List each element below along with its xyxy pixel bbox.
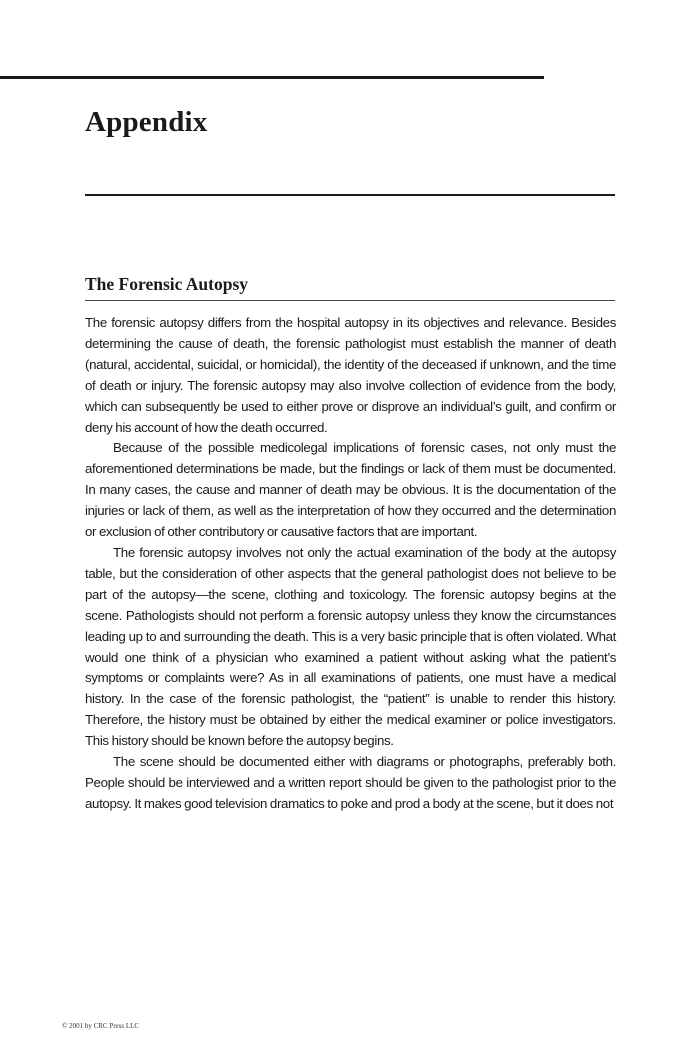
chapter-rule (85, 194, 615, 196)
paragraph-1: The forensic autopsy differs from the hospital autopsy in its objectives and relevance. Besides determining the cause of death, the forensic pathologist must establish the manner of death (natural, accidental, suicidal, or homicidal), the identity of the deceased if unknown, and the time of death or injury. The forensic autopsy may also involve collection of evidence from the body, which can subsequently be used to either prove or disprove an individual’s guilt, and confirm or deny his account of how the death occurred. (85, 315, 616, 435)
body-text (85, 313, 616, 815)
section-rule (85, 300, 615, 301)
paragraph-2: Because of the possible medicolegal implications of forensic cases, not only must the aforementioned determinations be made, but the findings or lack of them must be documented. In many cases, the cause and manner of death may be obvious. It is the documentation of the injuries or lack of them, as well as the interpretation of how they occurred and the determination or exclusion of other contributory or causative factors that are important. (85, 440, 616, 540)
top-rule (0, 76, 544, 79)
section-heading: The Forensic Autopsy (85, 274, 249, 294)
paragraph-3: The forensic autopsy involves not only the actual examination of the body at the autopsy table, but the consideration of other aspects that the general pathologist does not believe to be part of the autopsy—the scene, clothing and toxicology. The forensic autopsy begins at the scene. Pathologists should not perform a forensic autopsy unless they know the circumstances leading up to and surrounding the death. This is a very basic principle that is often violated. What would one think of a physician who examined a patient without asking what the patient’s symptoms or complaints were? As in all examinations of patients, one must have a medical history. In the case of the forensic pathologist, the “patient” is unable to render this history. Therefore, the history must be obtained by either the medical examiner or police investigators. This history should be known before the autopsy begins. (85, 544, 616, 749)
paragraph-4: The scene should be documented either with diagrams or photographs, preferably both. People should be interviewed and a written report should be given to the pathologist prior to the autopsy. It makes good television dramatics to poke and prod a body at the scene, but it does not (85, 754, 616, 811)
copyright-footer: © 2001 by CRC Press LLC (62, 1022, 140, 1030)
chapter-title: Appendix (85, 106, 208, 138)
